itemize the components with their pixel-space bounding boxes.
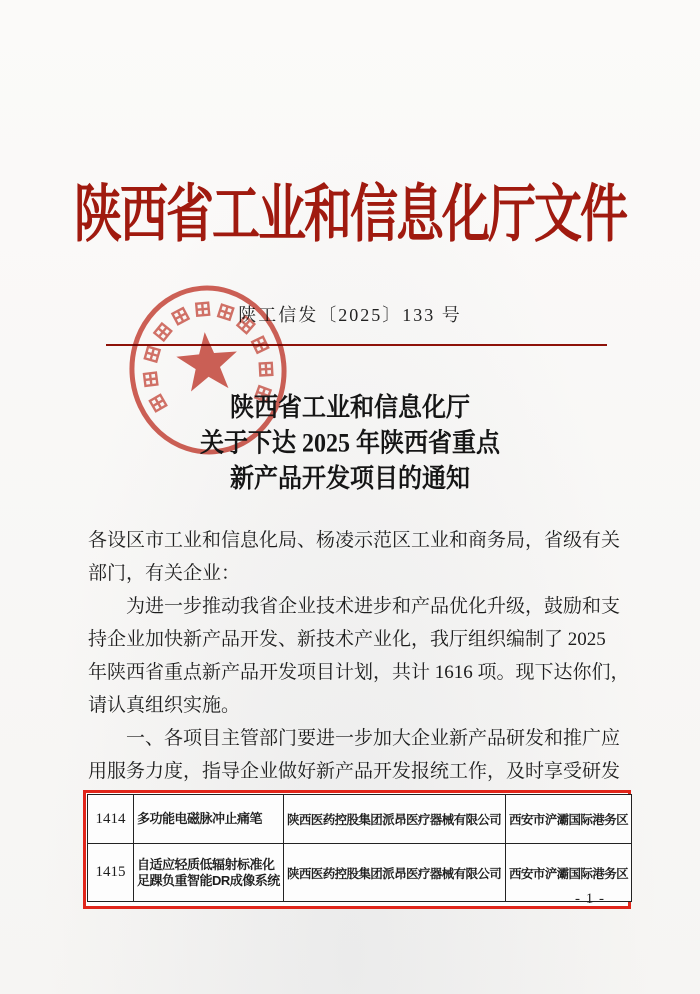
project-table-row xyxy=(88,844,632,902)
document-number: 陕工信发〔2025〕133 号 xyxy=(238,305,462,325)
page-number: - 1 - xyxy=(575,891,605,907)
highlighted-project-table xyxy=(83,790,631,909)
project-table xyxy=(87,794,632,902)
body-text-line: 各设区市工业和信息化局、杨凌示范区工业和商务局，省级有关 xyxy=(88,530,621,551)
letterhead-title xyxy=(0,168,700,250)
cell-project-number: 1415 xyxy=(88,844,134,902)
cell-project-number: 1414 xyxy=(88,795,134,844)
cell-company-name: 陕西医药控股集团派昂医疗器械有限公司 xyxy=(284,795,506,844)
cell-district: 西安市浐灞国际港务区 xyxy=(506,795,632,844)
notice-title-line-2: 关于下达 2025 年陕西省重点 xyxy=(200,429,500,458)
cell-product-name: 多功能电磁脉冲止痛笔 xyxy=(134,795,284,844)
body-text-line: 年陕西省重点新产品开发项目计划，共计 1616 项。现下达你们， xyxy=(88,662,630,683)
cell-product-name: 自适应轻质低辐射标准化 足踝负重智能DR成像系统 xyxy=(134,844,284,902)
notice-title-line-3: 新产品开发项目的通知 xyxy=(230,465,470,494)
body-text-line: 部门，有关企业： xyxy=(88,563,241,584)
body-text-line: 持企业加快新产品开发、新技术产业化，我厅组织编制了 2025 xyxy=(88,629,606,650)
project-table-row xyxy=(88,795,632,844)
letterhead-title-text: 陕西省工业和信息化厅文件 xyxy=(73,180,626,250)
body-text-line: 用服务力度，指导企业做好新产品开发报统工作，及时享受研发 xyxy=(88,761,621,782)
body-text-line: 一、各项目主管部门要进一步加大企业新产品研发和推广应 xyxy=(126,728,621,749)
body-text xyxy=(88,524,630,788)
seal-star-icon xyxy=(174,329,240,392)
body-text-line: 请认真组织实施。 xyxy=(88,695,241,716)
notice-title xyxy=(0,391,700,494)
cell-district: 西安市浐灞国际港务区 xyxy=(506,844,632,902)
cell-company-name: 陕西医药控股集团派昂医疗器械有限公司 xyxy=(284,844,506,902)
body-text-line: 为进一步推动我省企业技术进步和产品优化升级，鼓励和支 xyxy=(126,596,621,617)
notice-title-line-1: 陕西省工业和信息化厅 xyxy=(230,394,470,423)
